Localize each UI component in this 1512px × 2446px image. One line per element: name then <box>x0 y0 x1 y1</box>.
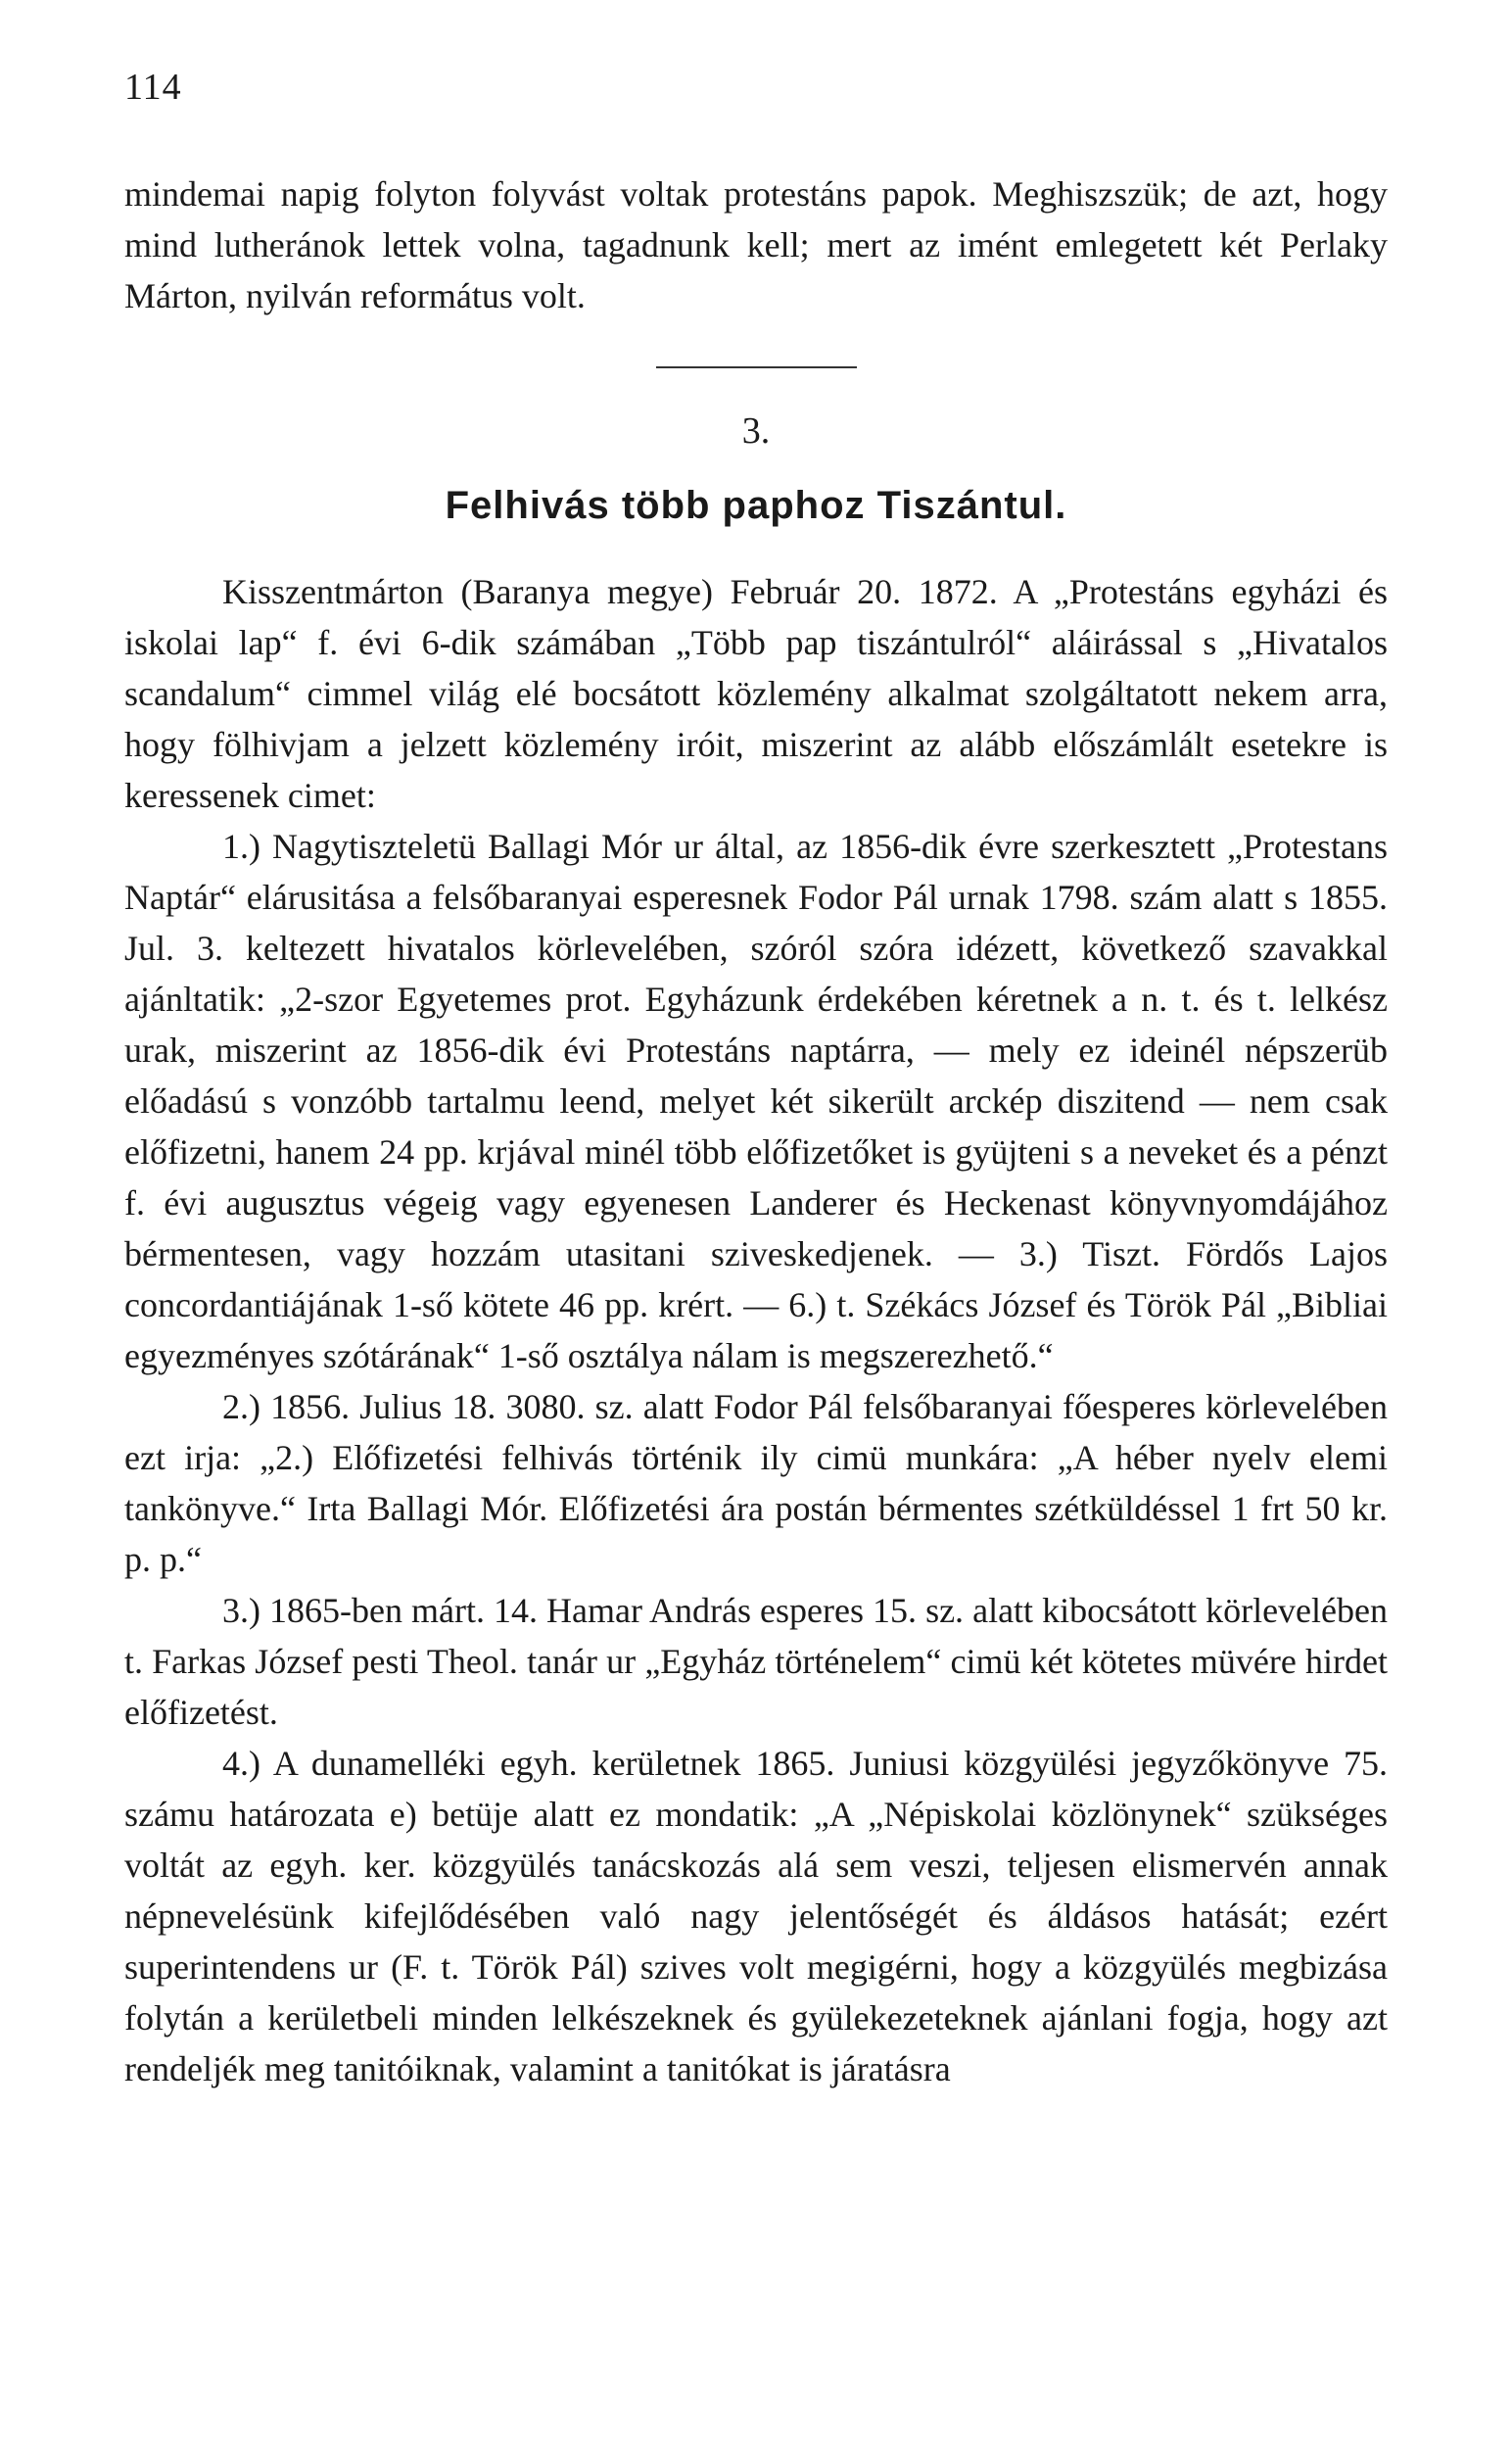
body-paragraph-item-2: 2.) 1856. Julius 18. 3080. sz. alatt Fodor Pál felsőbaranyai főesperes körlevelében ezt irja: „2.) Előfizetési felhivás történik ily cimü munkára: „A héber nyelv elemi tankönyve.“ Irta Ballagi Mór. Előfizetési ára postán bérmentes szétküldéssel 1 frt 50 kr. p. p.“ <box>124 1387 1388 1579</box>
section-divider <box>656 366 857 368</box>
body-paragraph-item-1: 1.) Nagytiszteletü Ballagi Mór ur által, az 1856-dik évre szerkesztett „Protestans Naptár“ elárusitása a felsőbaranyai esperesnek Fodor Pál urnak 1798. szám alatt s 1855. Jul. 3. keltezett hivatalos körlevelében, szóról szóra idézett, következő szavakkal ajánltatik: „2-szor Egyetemes prot. Egyházunk érdekében kéretnek a n. t. és t. lelkész urak, miszerint az 1856-dik évi Protestáns naptárra, — mely ez ideinél népszerüb előadású s vonzóbb tartalmu leend, melyet két sikerült arckép diszitend — nem csak előfizetni, hanem 24 pp. krjával minél több előfizetőket is gyüjteni s a neveket és a pénzt f. évi augusztus végeig vagy egyenesen Landerer és Heckenast könyvnyomdájához bérmentesen, vagy hozzám utasitani sziveskedjenek. — 3.) Tiszt. Fördős Lajos concordantiájának 1-ső kötete 46 pp. krért. — 6.) t. Székács József és Török Pál „Bibliai egyezményes szótárának“ 1-ső osztálya nálam is megszerezhető.“ <box>124 827 1388 1375</box>
section-number: 3. <box>741 410 771 452</box>
body-paragraph-intro: Kisszentmárton (Baranya megye) Február 20. 1872. A „Protestáns egyházi és iskolai lap“ f. évi 6-dik számában „Több pap tiszántulról“ aláirással s „Hivatalos scandalum“ cimmel világ elé bocsátott közlemény alkalmat szolgáltatott nekem arra, hogy fölhivjam a jelzett közlemény iróit, miszerint az alább előszámlált esetekre is keressenek cimet: <box>124 572 1388 815</box>
section-body <box>124 566 1388 2094</box>
page-number: 114 <box>124 67 182 108</box>
section-title: Felhivás több paphoz Tiszántul. <box>445 484 1067 527</box>
intro-paragraph-block <box>124 168 1388 321</box>
body-paragraph-item-3: 3.) 1865-ben márt. 14. Hamar András esperes 15. sz. alatt kibocsátott körlevelében t. Farkas József pesti Theol. tanár ur „Egyház történelem“ cimü két kötetes müvére hirdet előfizetést. <box>124 1591 1388 1732</box>
body-paragraph-item-4: 4.) A dunamelléki egyh. kerületnek 1865. Juniusi közgyülési jegyzőkönyve 75. számu határozata e) betüje alatt ez mondatik: „A „Népiskolai közlönynek“ szükséges voltát az egyh. ker. közgyülés tanácskozás alá sem veszi, teljesen elismervén annak népnevelésünk kifejlődésében való nagy jelentőségét és áldásos hatását; ezért superintendens ur (F. t. Török Pál) szives volt megigérni, hogy a közgyülés megbizása folytán a kerületbeli minden lelkészeknek és gyülekezeteknek ajánlani fogja, hogy azt rendeljék meg tanitóiknak, valamint a tanitókat is járatásra <box>124 1744 1388 2088</box>
intro-paragraph: mindemai napig folyton folyvást voltak protestáns papok. Meghiszszük; de azt, hogy mind lutheránok lettek volna, tagadnunk kell; mert az imént emlegetett két Perlaky Márton, nyilván református volt. <box>124 174 1388 315</box>
